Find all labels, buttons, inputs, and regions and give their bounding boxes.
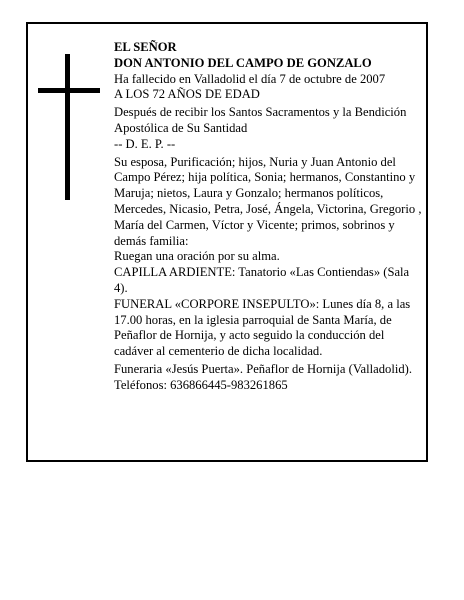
death-statement: Ha fallecido en Valladolid el día 7 de octubre de 2007 [114,71,386,86]
cross-vertical-bar [65,54,70,200]
notice-text [114,40,424,394]
age-statement: A LOS 72 AÑOS DE EDAD [114,87,260,102]
funeral-home-info: Funeraria «Jesús Puerta». Peñaflor de Hornija (Valladolid). Teléfonos: 636866445-983261865 [114,361,412,392]
obituary-notice [26,22,428,462]
cross-icon [38,54,100,200]
family-list: Su esposa, Purificación; hijos, Nuria y Juan Antonio del Campo Pérez; hija política, Sonia; hermanos, Constantino y Maruja; nietos, Laura y Gonzalo; hermanos políticos, Mercedes, Nicasio, Petra, José, Ángela, Victorina, Gregorio , María del Carmen, Víctor y Vicente; primos, sobrinos y demás familia: [114,154,422,248]
sacraments-statement: Después de recibir los Santos Sacramentos y la Bendición Apostólica de Su Santidad [114,105,407,135]
funeral-info: FUNERAL «CORPORE INSEPULTO»: Lunes día 8, a las 17.00 horas, en la iglesia parroquial de Santa María, de Peñaflor de Hornija, y acto seguido la conducción del cadáver al cementerio de dicha localidad. [114,296,411,359]
cross-horizontal-bar [38,88,100,93]
notice-title: EL SEÑOR [114,40,177,54]
prayer-request: Ruegan una oración por su alma. [114,249,280,264]
chapel-info: CAPILLA ARDIENTE: Tanatorio «Las Contiendas» (Sala 4). [114,265,410,295]
rip-line: -- D. E. P. -- [114,136,176,151]
deceased-name: DON ANTONIO DEL CAMPO DE GONZALO [114,55,372,70]
